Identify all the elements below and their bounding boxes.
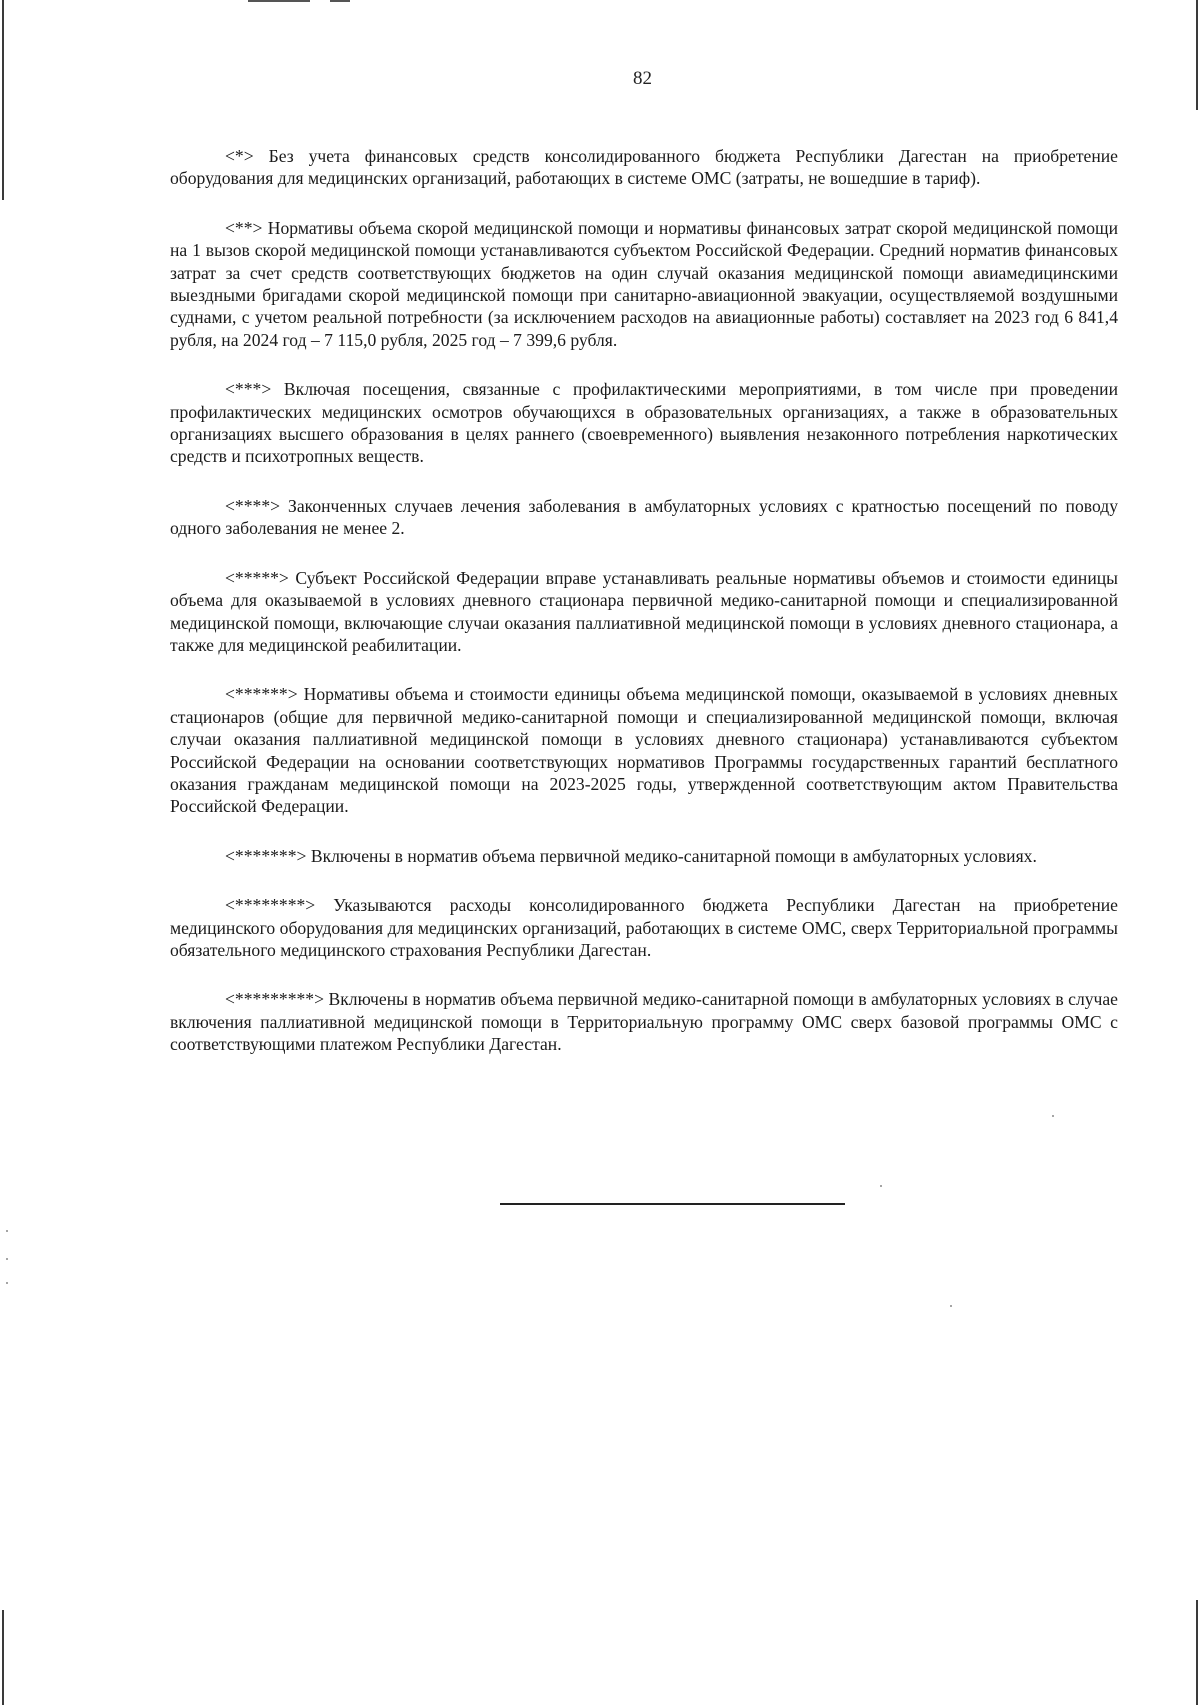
scan-speck	[1052, 1115, 1054, 1117]
page-number: 82	[633, 68, 652, 89]
footnote-text: Нормативы объема и стоимости единицы объема медицинской помощи, оказываемой в условиях дневных стационаров (общие для первичной медико-санитарной помощи и специализированной медицинской помощи, включая случаи оказания паллиативной медицинской помощи в условиях дневного стационара) устанавливаются субъектом Российской Федерации на основании соответствующих нормативов Программы государственных гарантий бесплатного оказания гражданам медицинской помощи на 2023-2025 годы, утвержденной соответствующим актом Правительства Российской Федерации.	[170, 684, 1118, 817]
footnote-6	[170, 683, 1118, 817]
scan-speck	[6, 1258, 8, 1260]
footnote-text: Включая посещения, связанные с профилактическими мероприятиями, в том числе при проведении профилактических медицинских осмотров обучающихся в образовательных организациях, а также в образовательных организациях высшего образования в целях раннего (своевременного) выявления незаконного потребления наркотических средств и психотропных веществ.	[170, 379, 1118, 467]
scan-speck	[880, 1185, 882, 1187]
footnote-7	[170, 845, 1118, 867]
footnote-marker: <****>	[225, 495, 281, 516]
footnote-4	[170, 495, 1118, 540]
scan-speck	[6, 1230, 8, 1232]
footnote-marker: <*****>	[225, 567, 289, 588]
scan-edge-mark	[1196, 1600, 1198, 1705]
footnote-9	[170, 988, 1118, 1055]
footnote-text: Законченных случаев лечения заболевания в амбулаторных условиях с кратностью посещений по поводу одного заболевания не менее 2.	[170, 495, 1118, 539]
footnote-marker: <******>	[225, 684, 298, 705]
footnote-marker: <*>	[225, 146, 254, 166]
footnote-5	[170, 567, 1118, 657]
footnote-1	[170, 145, 1118, 190]
footnote-2	[170, 217, 1118, 351]
footnote-3	[170, 378, 1118, 468]
footnote-marker: <*******>	[225, 845, 307, 866]
footnote-text: Включены в норматив объема первичной медико-санитарной помощи в амбулаторных условиях в случае включения паллиативной медицинской помощи в Территориальную программу ОМС сверх базовой программы ОМС с соответствующими платежом Республики Дагестан.	[170, 989, 1118, 1055]
scan-edge-mark	[248, 0, 310, 2]
footnote-text: Нормативы объема скорой медицинской помощи и нормативы финансовых затрат скорой медицинской помощи на 1 вызов скорой медицинской помощи устанавливаются субъектом Российской Федерации. Средний норматив финансовых затрат за счет средств соответствующих бюджетов на один случай оказания медицинской помощи авиамедицинскими выездными бригадами скорой медицинской помощи при санитарно-авиационной эвакуации, осуществляемой воздушными суднами, с учетом реальной потребности (за исключением расходов на авиационные работы) составляет на 2023 год 6 841,4 рубля, на 2024 год – 7 115,0 рубля, 2025 год – 7 399,6 рубля.	[170, 217, 1118, 350]
scan-edge-mark	[2, 0, 4, 200]
scan-edge-mark	[2, 1610, 4, 1705]
end-separator-line	[500, 1203, 845, 1205]
footnote-text: Субъект Российской Федерации вправе устанавливать реальные нормативы объемов и стоимости единицы объема для оказываемой в условиях дневного стационара первичной медико-санитарной помощи и специализированной медицинской помощи, включающие случаи оказания паллиативной медицинской помощи в условиях дневного стационара, а также для медицинской реабилитации.	[170, 567, 1118, 655]
footnote-marker: <********>	[225, 895, 316, 916]
footnotes-section	[170, 145, 1118, 1083]
footnote-8	[170, 894, 1118, 961]
footnote-text: Включены в норматив объема первичной медико-санитарной помощи в амбулаторных условиях.	[310, 845, 1037, 866]
footnote-marker: <***>	[225, 379, 272, 400]
scan-edge-mark	[330, 0, 350, 2]
footnote-marker: <*********>	[225, 989, 325, 1010]
footnote-text: Указываются расходы консолидированного бюджета Республики Дагестан на приобретение медицинского оборудования для медицинских организаций, работающих в системе ОМС, сверх Территориальной программы обязательного медицинского страхования Республики Дагестан.	[170, 895, 1118, 960]
scan-speck	[6, 1282, 8, 1284]
footnote-text: Без учета финансовых средств консолидированного бюджета Республики Дагестан на приобретение оборудования для медицинских организаций, работающих в системе ОМС (затраты, не вошедшие в тариф).	[170, 146, 1118, 189]
footnote-marker: <**>	[225, 217, 263, 238]
scan-speck	[950, 1305, 952, 1307]
scan-edge-mark	[1196, 0, 1198, 110]
